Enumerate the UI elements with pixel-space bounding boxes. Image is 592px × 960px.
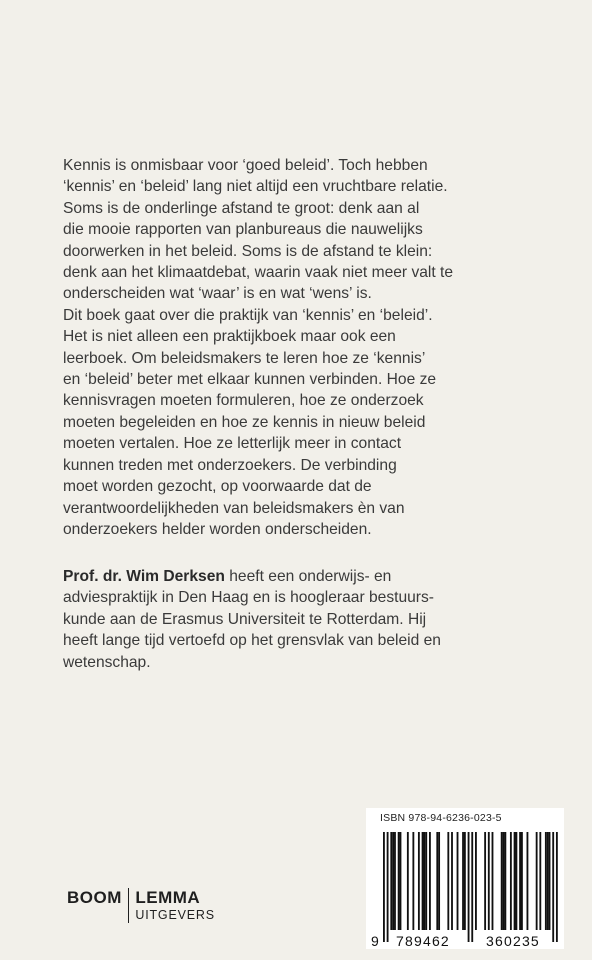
blurb-line: verantwoordelijkheden van beleidsmakers èn van — [63, 499, 405, 517]
barcode-bar — [556, 832, 558, 942]
bio-line: kunde aan de Erasmus Universiteit te Rotterdam. Hij — [63, 610, 427, 628]
barcode-bar — [390, 832, 392, 930]
barcode-bar — [510, 832, 512, 930]
barcode-bar — [514, 832, 516, 930]
logo-boom: BOOM — [67, 888, 122, 907]
barcode-bar — [438, 832, 440, 930]
barcode-bar — [547, 832, 549, 930]
barcode-bar — [422, 832, 424, 930]
barcode-bar — [418, 832, 420, 930]
isbn-label: ISBN 978-94-6236-023-5 — [380, 812, 502, 824]
barcode-bar — [527, 832, 529, 930]
bio-line: wetenschap. — [63, 653, 151, 671]
logo-uitgevers: UITGEVERS — [135, 908, 215, 922]
barcode-bar — [521, 832, 523, 930]
barcode-bar — [484, 832, 486, 930]
barcode-bar — [475, 832, 477, 930]
barcode-bar — [515, 832, 517, 930]
barcode-bar — [457, 832, 459, 930]
barcode-digits-right: 360235 — [486, 933, 540, 949]
blurb-line: Soms is de onderlinge afstand te groot: denk aan al — [63, 199, 420, 217]
blurb-line: Het is niet alleen een praktijkboek maar ook een — [63, 328, 396, 346]
author-name: Prof. dr. Wim Derksen — [63, 568, 225, 585]
barcode-bar — [552, 832, 554, 942]
barcode-bar — [462, 832, 464, 930]
barcode-bar — [383, 832, 385, 942]
blurb-line: ‘kennis’ en ‘beleid’ lang niet altijd een vruchtbare relatie. — [63, 178, 448, 196]
barcode-bar — [387, 832, 389, 942]
blurb-line: denk aan het klimaatdebat, waarin vaak niet meer valt te — [63, 264, 454, 282]
blurb-line: Kennis is onmisbaar voor ‘goed beleid’. Toch hebben — [63, 157, 428, 174]
barcode-digits-left: 789462 — [396, 933, 450, 949]
blurb-line: moeten begeleiden en hoe ze kennis in nieuw beleid — [63, 413, 426, 431]
blurb-line: die mooie rapporten van planbureaus die nauwelijks — [63, 221, 423, 239]
barcode-bar — [429, 832, 431, 930]
barcode-bar — [425, 832, 427, 930]
barcode-bar — [436, 832, 438, 930]
barcode-bar — [468, 832, 470, 942]
barcode-bar — [549, 832, 551, 930]
barcode-bar — [464, 832, 466, 930]
blurb-line: moeten vertalen. Hoe ze letterlijk meer in contact — [63, 435, 402, 453]
blurb-line: kunnen treden met onderzoekers. De verbinding — [63, 456, 397, 474]
blurb-line: en ‘beleid’ beter met elkaar kunnen verbinden. Hoe ze — [63, 371, 437, 389]
barcode-bar — [412, 832, 414, 930]
barcode-bar — [447, 832, 449, 930]
barcode-bar — [492, 832, 494, 930]
barcode-bar — [407, 832, 409, 930]
blurb-line: Dit boek gaat over die praktijk van ‘kennis’ en ‘beleid’. — [63, 306, 433, 324]
bio-first-line-rest: heeft een onderwijs- en — [224, 568, 392, 585]
barcode-digit-first: 9 — [371, 933, 379, 949]
bio-line: adviespraktijk in Den Haag en is hoogleraar bestuurs- — [63, 589, 434, 607]
blurb-line: onderzoekers helder worden onderscheiden. — [63, 520, 372, 538]
barcode-bar — [488, 832, 490, 930]
barcode-bar — [504, 832, 506, 930]
barcode-bar — [392, 832, 394, 930]
barcode-bar — [400, 832, 402, 930]
barcode-bar — [539, 832, 541, 930]
blurb-line: doorwerken in het beleid. Soms is de afstand te klein: — [63, 242, 433, 260]
barcode-bar — [394, 832, 396, 930]
blurb-line: moet worden gezocht, op voorwaarde dat de — [63, 478, 372, 496]
barcode-bar — [471, 832, 473, 942]
barcode-bar — [451, 832, 453, 930]
blurb-line: leerboek. Om beleidsmakers te leren hoe ze ‘kennis’ — [63, 349, 426, 367]
barcode-bar — [519, 832, 521, 930]
logo-lemma: LEMMA — [135, 888, 201, 907]
barcode-bar — [398, 832, 400, 930]
barcode-bar — [423, 832, 425, 930]
barcode-bar — [545, 832, 547, 930]
bio-line: heeft lange tijd vertoefd op het grensvlak van beleid en — [63, 632, 441, 650]
barcode-bar — [501, 832, 503, 930]
blurb-line: kennisvragen moeten formuleren, hoe ze onderzoek — [63, 392, 424, 410]
barcode-bar — [536, 832, 538, 930]
blurb-line: onderscheiden wat ‘waar’ is en wat ‘wens’ is. — [63, 285, 372, 303]
barcode-bar — [503, 832, 505, 930]
